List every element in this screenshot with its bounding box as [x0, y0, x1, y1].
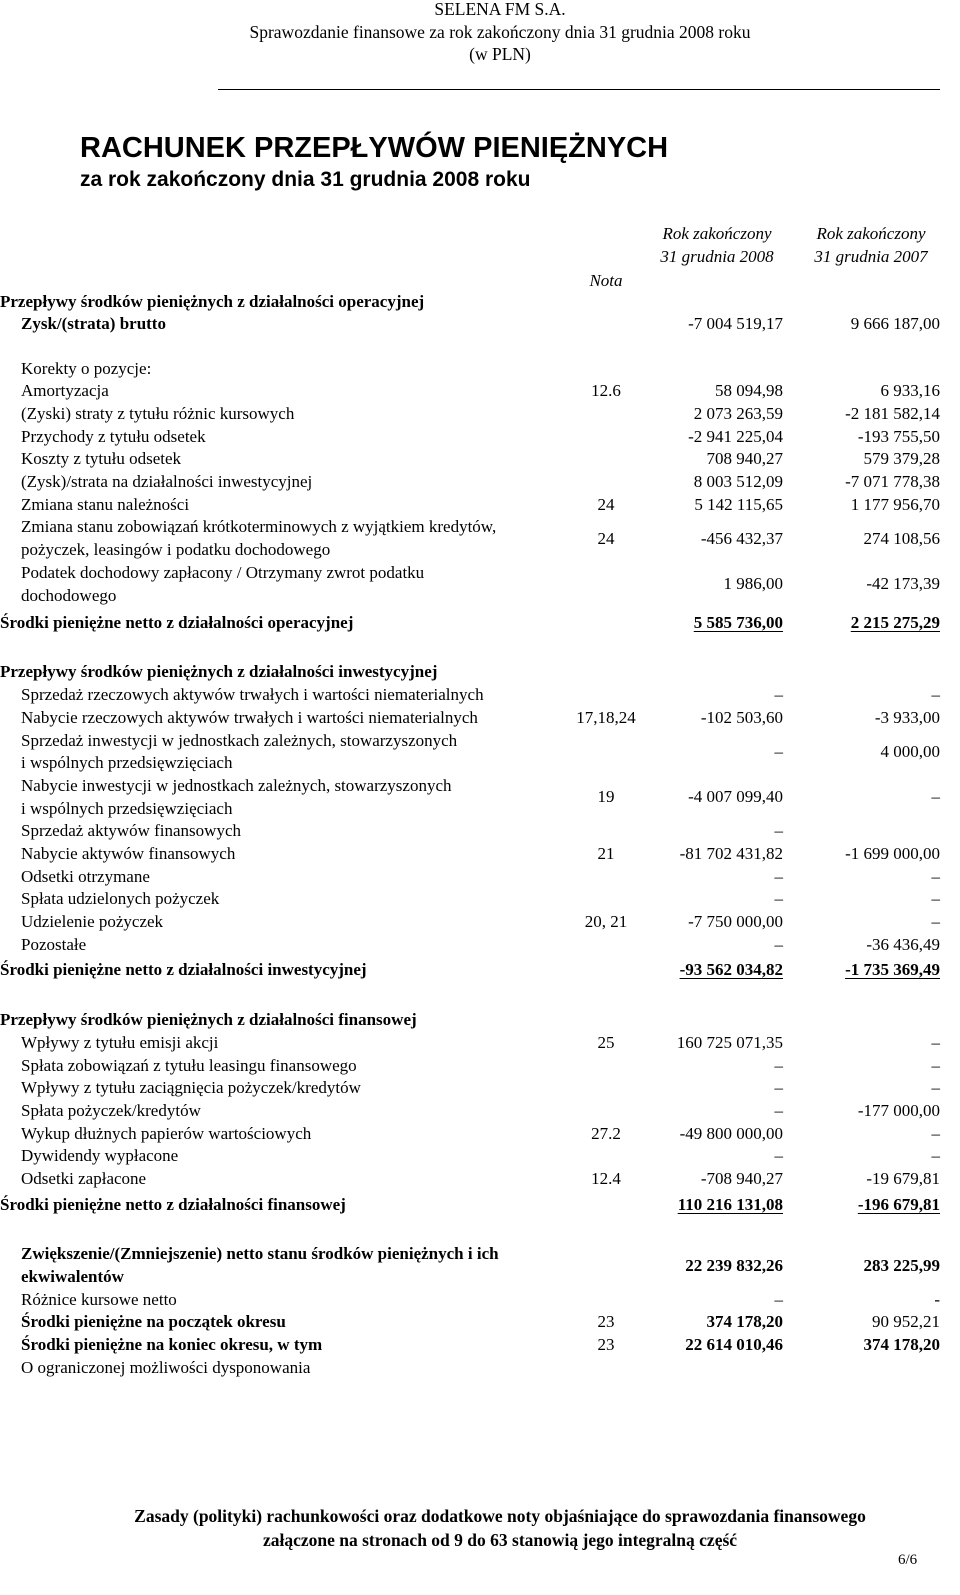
value-2008: –	[774, 1055, 783, 1075]
column-header-line: Rok zakończony	[816, 223, 926, 243]
row-note: 17,18,24	[576, 707, 636, 727]
row-label: Pozostałe	[21, 934, 87, 954]
value-2007: 1 177 956,70	[850, 494, 940, 514]
closing-balance-row	[0, 1334, 960, 1357]
value-2008: 2 073 263,59	[693, 403, 783, 423]
value-2007: 6 933,16	[880, 381, 940, 401]
value-2008: 708 940,27	[706, 449, 783, 469]
total-row-financing	[0, 1194, 960, 1217]
value-2007: –	[931, 1033, 940, 1053]
column-header-2007	[791, 222, 951, 268]
table-row	[0, 707, 960, 730]
row-note: 25	[597, 1033, 615, 1053]
table-row	[0, 911, 960, 934]
row-note: 27.2	[591, 1123, 621, 1143]
table-row	[0, 843, 960, 866]
section-heading-financing	[0, 1009, 960, 1032]
row-label: Środki pieniężne na koniec okresu, w tym	[21, 1334, 323, 1354]
value-2008: –	[774, 821, 783, 841]
value-2007: 4 000,00	[880, 741, 940, 761]
row-label: Zwiększenie/(Zmniejszenie) netto stanu środków pieniężnych i ich ekwiwalentów	[21, 1244, 499, 1286]
value-2008: -7 750 000,00	[688, 912, 783, 932]
row-label: Nabycie rzeczowych aktywów trwałych i wartości niematerialnych	[21, 707, 478, 727]
value-2007: 9 666 187,00	[850, 314, 940, 334]
value-2007: –	[931, 889, 940, 909]
total-label: Środki pieniężne netto z działalności inwestycyjnej	[0, 960, 367, 980]
row-label: Zysk/(strata) brutto	[21, 314, 166, 334]
row-note: 20, 21	[584, 912, 628, 932]
total-value-2008: 5 585 736,00	[693, 613, 783, 633]
value-2008: –	[774, 1289, 783, 1309]
value-2007: -3 933,00	[874, 707, 940, 727]
total-row-operating	[0, 612, 960, 635]
table-row	[0, 494, 960, 517]
row-label: Koszty z tytułu odsetek	[21, 449, 182, 469]
column-header-line: Rok zakończony	[662, 223, 772, 243]
row-label: Nabycie aktywów finansowych	[21, 844, 236, 864]
section-heading-investing	[0, 661, 960, 684]
cash-flow-table	[0, 291, 960, 1380]
value-2008: –	[774, 1078, 783, 1098]
table-row	[0, 730, 960, 775]
column-header-2008	[637, 222, 797, 268]
row-note: 23	[597, 1312, 615, 1332]
statement-subtitle: za rok zakończony dnia 31 grudnia 2008 roku	[80, 168, 531, 191]
table-row	[0, 380, 960, 403]
value-2008: –	[774, 934, 783, 954]
row-spacer	[0, 982, 960, 1009]
value-2007: 579 379,28	[863, 449, 940, 469]
row-label: Zmiana stanu należności	[21, 494, 190, 514]
value-2008: 22 239 832,26	[685, 1255, 783, 1275]
value-2008: -456 432,37	[700, 528, 783, 548]
table-row	[0, 358, 960, 381]
header-rule	[218, 89, 940, 90]
value-2007: 374 178,20	[863, 1334, 940, 1354]
value-2007: –	[931, 685, 940, 705]
value-2008: 5 142 115,65	[694, 494, 783, 514]
page-number: 6/6	[898, 1552, 918, 1568]
row-label: Sprzedaż rzeczowych aktywów trwałych i wartości niematerialnych	[21, 685, 484, 705]
statement-title: RACHUNEK PRZEPŁYWÓW PIENIĘŻNYCH	[80, 132, 669, 164]
value-2008: 22 614 010,46	[685, 1334, 783, 1354]
value-2007: 274 108,56	[863, 528, 940, 548]
total-value-2008: 110 216 131,08	[677, 1194, 783, 1214]
table-row	[0, 1168, 960, 1191]
value-2007: -42 173,39	[866, 574, 940, 594]
total-label: Środki pieniężne netto z działalności finansowej	[0, 1194, 346, 1214]
table-row	[0, 1077, 960, 1100]
total-value-2008: -93 562 034,82	[679, 960, 783, 980]
row-label: Spłata pożyczek/kredytów	[21, 1101, 201, 1121]
row-label: Wpływy z tytułu emisji akcji	[21, 1033, 219, 1053]
footer-line: Zasady (polityki) rachunkowości oraz dodatkowe noty objaśniające do sprawozdania finansowego	[134, 1506, 866, 1526]
row-label: (Zysk)/strata na działalności inwestycyjnej	[21, 472, 313, 492]
row-label: Przychody z tytułu odsetek	[21, 426, 206, 446]
value-2007: 283 225,99	[863, 1255, 940, 1275]
table-row	[0, 934, 960, 957]
value-2008: 374 178,20	[706, 1312, 783, 1332]
table-row	[0, 1032, 960, 1055]
row-note: 24	[597, 494, 615, 514]
value-2007: -193 755,50	[857, 426, 940, 446]
value-2007: –	[931, 1123, 940, 1143]
row-spacer	[0, 635, 960, 662]
row-label: Odsetki otrzymane	[21, 866, 150, 886]
row-spacer	[0, 1217, 960, 1244]
row-label: Amortyzacja	[21, 381, 109, 401]
row-label: Podatek dochodowy zapłacony / Otrzymany zwrot podatku dochodowego	[21, 562, 425, 605]
value-2008: 58 094,98	[715, 381, 783, 401]
row-label: Wykup dłużnych papierów wartościowych	[21, 1123, 312, 1143]
table-row	[0, 888, 960, 911]
table-row	[0, 313, 960, 336]
row-label: Spłata zobowiązań z tytułu leasingu finansowego	[21, 1055, 357, 1075]
total-row-investing	[0, 959, 960, 982]
total-value-2007: -196 679,81	[857, 1194, 940, 1214]
table-row	[0, 1100, 960, 1123]
column-header-note: Nota	[589, 270, 623, 290]
row-label: Dywidendy wypłacone	[21, 1146, 179, 1166]
value-2008: –	[774, 1101, 783, 1121]
section-heading-label: Przepływy środków pieniężnych z działalności finansowej	[0, 1010, 417, 1030]
value-2007: –	[931, 787, 940, 807]
value-2007: -1 699 000,00	[845, 844, 940, 864]
section-heading-label: Przepływy środków pieniężnych z działalności inwestycyjnej	[0, 662, 438, 682]
row-label: Odsetki zapłacone	[21, 1169, 147, 1189]
table-row	[0, 426, 960, 449]
footer-notes	[100, 1504, 900, 1552]
column-header-line: 31 grudnia 2008	[660, 246, 774, 266]
company-name: SELENA FM S.A.	[434, 0, 566, 19]
value-2008: –	[774, 866, 783, 886]
value-2008: 8 003 512,09	[693, 472, 783, 492]
value-2007: -177 000,00	[857, 1101, 940, 1121]
value-2008: 160 725 071,35	[676, 1033, 783, 1053]
value-2008: –	[774, 685, 783, 705]
value-2007: -7 071 778,38	[845, 472, 940, 492]
row-label: Różnice kursowe netto	[21, 1289, 177, 1309]
value-2008: -102 503,60	[700, 707, 783, 727]
table-row	[0, 1357, 960, 1380]
row-label: (Zyski) straty z tytułu różnic kursowych	[21, 403, 295, 423]
row-note: 12.6	[591, 381, 621, 401]
value-2008: 1 986,00	[723, 574, 783, 594]
table-row	[0, 1055, 960, 1078]
value-2008: -4 007 099,40	[688, 787, 783, 807]
table-row	[0, 820, 960, 843]
row-note: 24	[597, 528, 615, 548]
value-2008: -81 702 431,82	[679, 844, 783, 864]
value-2007: –	[931, 1055, 940, 1075]
value-2007: –	[931, 866, 940, 886]
value-2008: -2 941 225,04	[688, 426, 783, 446]
row-label: Wpływy z tytułu zaciągnięcia pożyczek/kredytów	[21, 1078, 361, 1098]
value-2007: –	[931, 1078, 940, 1098]
value-2007: –	[931, 1146, 940, 1166]
table-row	[0, 562, 960, 607]
net-change-row	[0, 1243, 960, 1288]
row-note: 12.4	[591, 1169, 621, 1189]
currency-note: (w PLN)	[469, 44, 531, 64]
value-2007: –	[931, 912, 940, 932]
row-label: Sprzedaż inwestycji w jednostkach zależnych, stowarzyszonych i wspólnych przedsięwzięciach	[21, 730, 458, 773]
total-value-2007: 2 215 275,29	[850, 613, 940, 633]
value-2008: -7 004 519,17	[688, 314, 783, 334]
value-2007: -36 436,49	[866, 934, 940, 954]
value-2008: -49 800 000,00	[679, 1123, 783, 1143]
table-row	[0, 403, 960, 426]
value-2008: –	[774, 1146, 783, 1166]
row-note: 21	[597, 844, 615, 864]
value-2008: -708 940,27	[700, 1169, 783, 1189]
table-row	[0, 471, 960, 494]
table-row	[0, 516, 960, 561]
opening-balance-row	[0, 1311, 960, 1334]
row-label: Środki pieniężne na początek okresu	[21, 1312, 286, 1332]
value-2008: –	[774, 889, 783, 909]
value-2007: 90 952,21	[872, 1312, 940, 1332]
table-row	[0, 1289, 960, 1312]
section-heading-label: Przepływy środków pieniężnych z działalności operacyjnej	[0, 291, 425, 311]
footer-line: załączone na stronach od 9 do 63 stanowią jego integralną część	[262, 1530, 738, 1550]
value-2007: -2 181 582,14	[845, 403, 940, 423]
row-label: Spłata udzielonych pożyczek	[21, 889, 220, 909]
section-heading-operating	[0, 291, 960, 314]
row-note: 19	[597, 787, 615, 807]
row-label: Zmiana stanu zobowiązań krótkoterminowych z wyjątkiem kredytów, pożyczek, leasingów i podatku dochodowego	[21, 517, 497, 560]
row-label: Sprzedaż aktywów finansowych	[21, 821, 241, 841]
report-title: Sprawozdanie finansowe za rok zakończony dnia 31 grudnia 2008 roku	[249, 21, 751, 42]
table-row	[0, 775, 960, 820]
column-header-line: 31 grudnia 2007	[814, 246, 928, 266]
total-label: Środki pieniężne netto z działalności operacyjnej	[0, 613, 354, 633]
table-row	[0, 448, 960, 471]
value-2007: -19 679,81	[866, 1169, 940, 1189]
row-label: Korekty o pozycje:	[21, 358, 152, 378]
value-2008: –	[774, 741, 783, 761]
table-row	[0, 1145, 960, 1168]
row-label: O ograniczonej możliwości dysponowania	[21, 1357, 311, 1377]
row-label: Udzielenie pożyczek	[21, 912, 164, 932]
row-label: Nabycie inwestycji w jednostkach zależnych, stowarzyszonych i wspólnych przedsięwzięciach	[21, 775, 452, 818]
running-header	[100, 0, 900, 66]
table-row	[0, 866, 960, 889]
table-row	[0, 684, 960, 707]
row-note: 23	[597, 1334, 615, 1354]
total-value-2007: -1 735 369,49	[845, 960, 940, 980]
row-spacer	[0, 336, 960, 358]
value-2007: -	[934, 1289, 940, 1309]
table-row	[0, 1123, 960, 1146]
